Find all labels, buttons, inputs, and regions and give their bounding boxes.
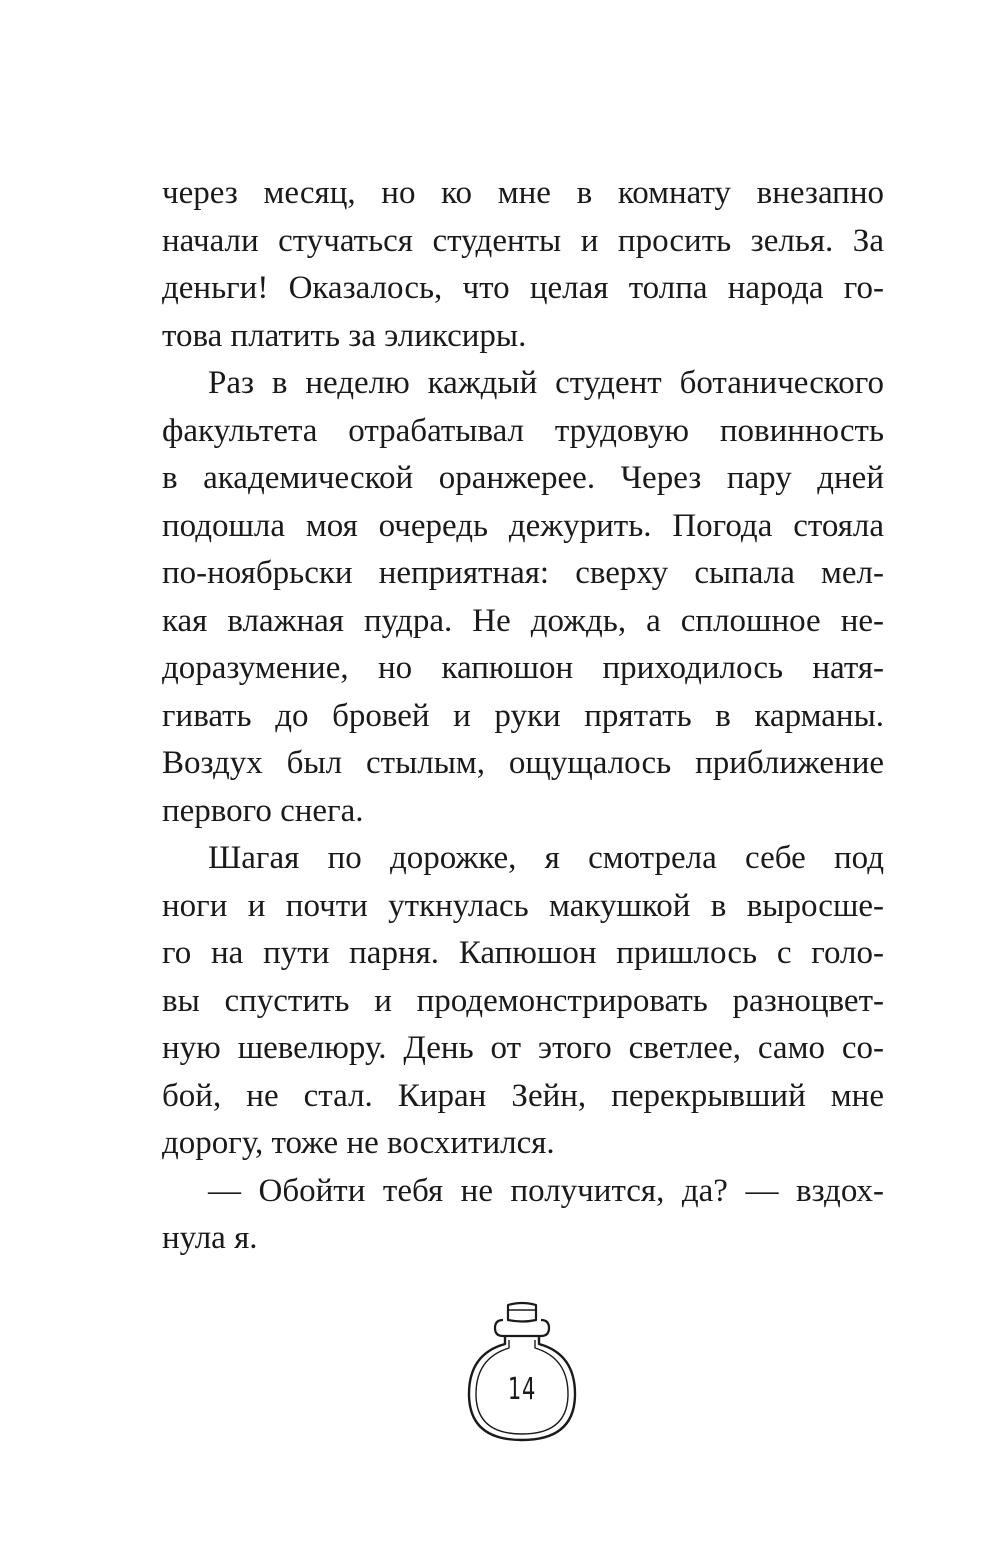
text-line: — Обойти тебя не получится, да? — вздох- <box>208 1172 884 1209</box>
text-line: в академической оранжерее. Через пару дней <box>162 460 884 496</box>
text-line: го на пути парня. Капюшон пришлось с голо- <box>162 935 884 971</box>
text-line: Воздух был стылым, ощущалось приближение <box>162 745 884 781</box>
text-line: деньги! Оказалось, что целая толпа народа го- <box>162 270 884 306</box>
page-number: 14 <box>507 1372 537 1407</box>
book-text <box>162 170 884 1263</box>
paragraph <box>162 835 884 1168</box>
text-line: кая влажная пудра. Не дождь, а сплошное не- <box>162 602 884 639</box>
paragraph <box>162 1168 884 1263</box>
text-line: бой, не стал. Киран Зейн, перекрывший мне <box>162 1077 884 1114</box>
text-line: нула я. <box>162 1220 258 1256</box>
text-line: через месяц, но ко мне в комнату внезапно <box>162 175 884 211</box>
text-line: Шагая по дорожке, я смотрела себе под <box>208 840 884 876</box>
text-line: подошла моя очередь дежурить. Погода стояла <box>162 507 884 544</box>
text-line: доразумение, но капюшон приходилось натя- <box>162 650 884 686</box>
text-line: начали стучаться студенты и просить зелья. За <box>162 222 884 259</box>
text-line: дорогу, тоже не восхитился. <box>162 1125 555 1161</box>
text-line: факультета отрабатывал трудовую повинность <box>162 412 884 449</box>
text-line: по-ноябрьски неприятная: сверху сыпала мел- <box>162 555 884 591</box>
text-line: Раз в неделю каждый студент ботанического <box>208 365 884 401</box>
text-line: ноги и почти уткнулась макушкой в выросше- <box>162 887 884 924</box>
paragraph <box>162 360 884 835</box>
page-number-ornament <box>463 1300 581 1450</box>
text-line: первого снега. <box>162 792 364 829</box>
text-line: ную шевелюру. День от этого светлее, само со- <box>162 1030 884 1066</box>
text-line: вы спустить и продемонстрировать разноцвет- <box>162 982 884 1019</box>
text-line: това платить за эликсиры. <box>162 317 527 354</box>
text-line: гивать до бровей и руки прятать в карманы. <box>162 697 884 734</box>
paragraph <box>162 170 884 360</box>
